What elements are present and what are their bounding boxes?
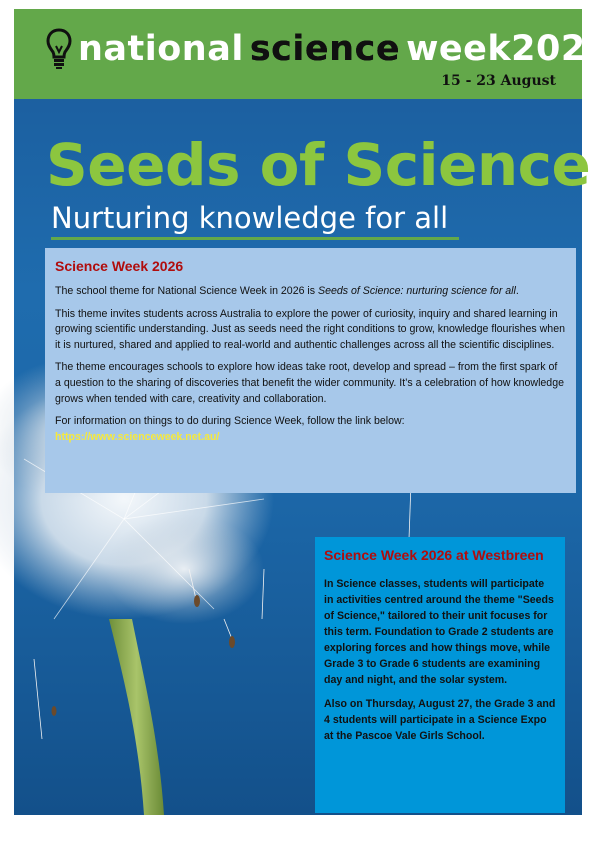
info-paragraph-invites: This theme invites students across Australia to explore the power of curiosity, inquiry and shared learning in growing scientific understanding. Just as seeds need the right conditions to grow, knowledge flourishes when it is nurtured, shared and applied to real-world and authentic challenges across all the scientific disciplines. (55, 307, 565, 351)
banner-dates: 15 - 23 August (441, 73, 556, 89)
page-title: Seeds of Science (46, 131, 591, 199)
header-banner (14, 9, 611, 99)
westbreen-paragraph-expo: Also on Thursday, August 27, the Grade 3 and 4 students will participate in a Science Expo at the Pascoe Vale Girls School. (324, 698, 556, 742)
science-week-info-panel (45, 248, 576, 493)
info-heading: Science Week 2026 (55, 258, 184, 274)
info-paragraph-encourages: The theme encourages schools to explore how ideas take root, develop and spread – from the first spark of a question to the sharing of discoveries that benefit the wider community. It’s a celebration of how knowledge grows when tended with care, creativity and collaboration. (55, 361, 564, 405)
banner-word-week: week (406, 29, 512, 69)
banner-word-national: national (78, 29, 244, 69)
lightbulb-icon (46, 28, 72, 70)
westbreen-heading: Science Week 2026 at Westbreen (324, 547, 544, 563)
page-subtitle: Nurturing knowledge for all (51, 201, 449, 235)
info-paragraph-link-intro: For information on things to do during Science Week, follow the link below: (55, 415, 405, 428)
subtitle-underline (51, 237, 459, 240)
info-paragraph-theme (55, 284, 566, 300)
banner-year: 2026 (511, 29, 611, 69)
banner-word-science: science (249, 29, 401, 69)
theme-prefix: The school theme for National Science Week in 2026 is (55, 285, 319, 297)
theme-name: Seeds of Science: nurturing science for all (318, 285, 516, 297)
westbreen-paragraph-classes: In Science classes, students will participate in activities centred around the theme "Seeds of Science," tailored to their unit focuses for this term. Foundation to Grade 2 students are exploring forces and how things move, while Grade 3 to Grade 6 students are examining day and night, and the solar system. (324, 578, 554, 686)
westbreen-panel (315, 537, 565, 813)
banner-title (46, 27, 611, 71)
flyer-page (14, 9, 611, 815)
theme-suffix: . (515, 285, 519, 297)
scienceweek-link[interactable]: https://www.scienceweek.net.au/ (55, 430, 220, 443)
